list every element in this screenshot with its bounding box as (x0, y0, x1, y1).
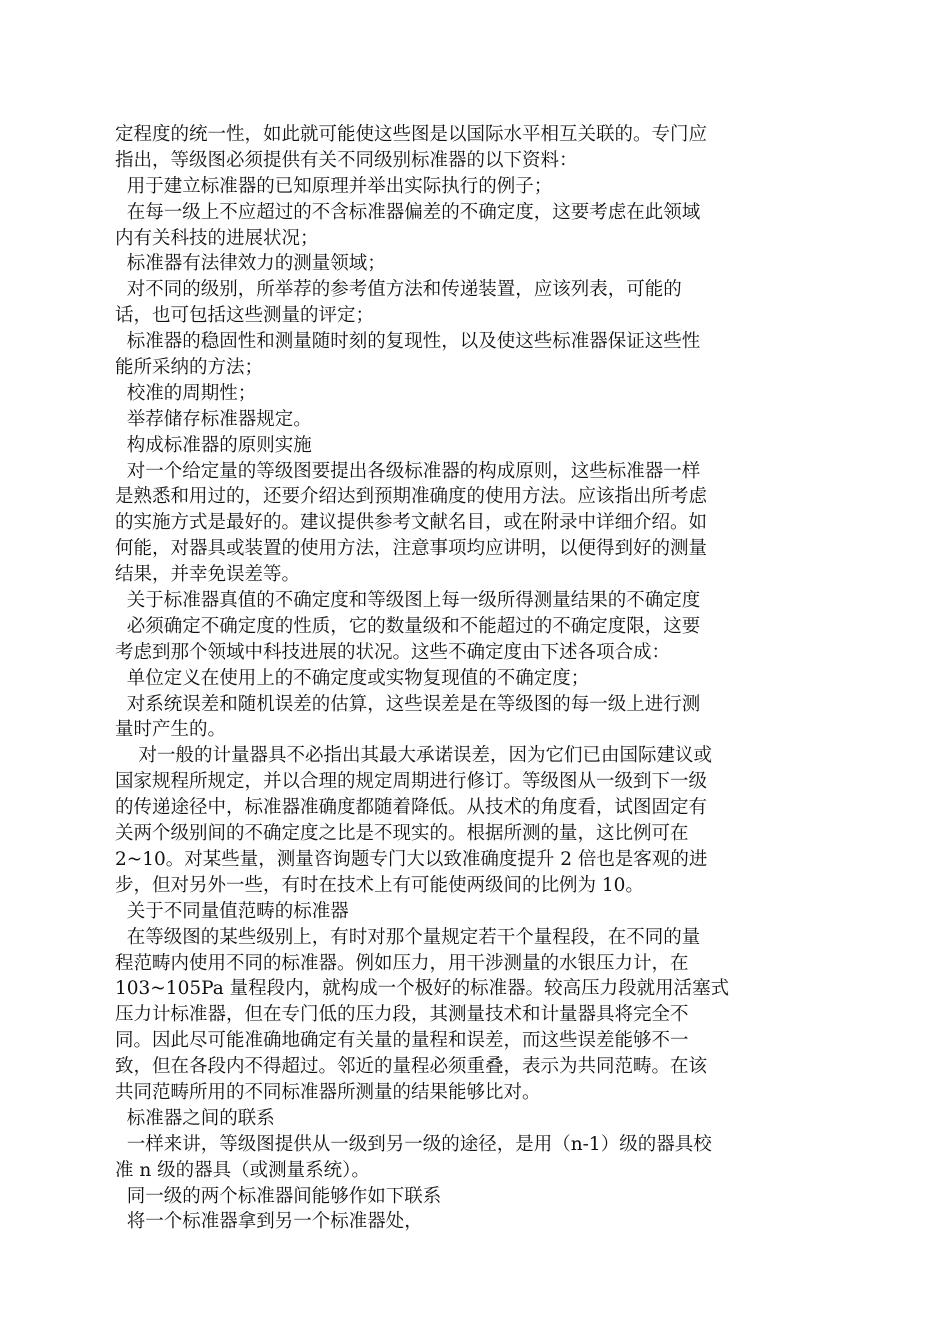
text-line: 在等级图的某些级别上，有时对那个量规定若干个量程段，在不同的量 (115, 926, 701, 948)
text-line: 一样来讲，等级图提供从一级到另一级的途径，是用（n-1）级的器具校 (115, 1133, 712, 1155)
text-line: 准 n 级的器具（或测量系统）。 (115, 1159, 370, 1181)
text-line: 能所采纳的方法； (115, 357, 264, 379)
text-line: 的传递途径中，标准器准确度都随着降低。从技术的角度看，试图固定有 (115, 797, 708, 819)
text-line: 共同范畴所用的不同标准器所测量的结果能够比对。 (115, 1081, 541, 1103)
text-line: 何能，对器具或装置的使用方法，注意事项均应讲明，以便得到好的测量 (115, 538, 708, 560)
document-page (115, 122, 835, 1235)
text-line: 考虑到那个领域中科技进展的状况。这些不确定度由下述各项合成： (115, 641, 671, 663)
text-line: 话，也可包括这些测量的评定； (115, 305, 375, 327)
text-line: 程范畴内使用不同的标准器。例如压力，用干涉测量的水银压力计，在 (115, 952, 689, 974)
text-line: 定程度的统一性，如此就可能使这些图是以国际水平相互关联的。专门应 (115, 124, 708, 145)
text-line: 压力计标准器，但在专门低的压力段，其测量技术和计量器具将完全不 (115, 1004, 689, 1026)
text-line: 的实施方式是最好的。建议提供参考文献名目，或在附录中详细介绍。如 (115, 512, 708, 534)
text-line: 对一般的计量器具不必指出其最大承诺误差，因为它们已由国际建议或 (115, 745, 713, 767)
text-line: 校准的周期性； (115, 382, 257, 404)
text-line: 同。因此尽可能准确地确定有关量的量程和误差，而这些误差能够不一 (115, 1030, 689, 1052)
text-line: 103~105Pa 量程段内，就构成一个极好的标准器。较高压力段就用活塞式 (115, 978, 730, 1000)
text-line: 对一个给定量的等级图要提出各级标准器的构成原则，这些标准器一样 (115, 460, 701, 482)
text-line: 单位定义在使用上的不确定度或实物复现值的不确定度； (115, 667, 590, 689)
text-line: 结果，并幸免误差等。 (115, 564, 301, 586)
text-line: 将一个标准器拿到另一个标准器处， (115, 1211, 423, 1233)
section-heading: 标准器之间的联系 (115, 1107, 275, 1129)
text-line: 量时产生的。 (115, 719, 227, 741)
text-line: 对系统误差和随机误差的估算，这些误差是在等级图的每一级上进行测 (115, 693, 701, 715)
text-line: 标准器的稳固性和测量随时刻的复现性，以及使这些标准器保证这些性 (115, 331, 701, 353)
text-line: 必须确定不确定度的性质，它的数量级和不能超过的不确定度限，这要 (115, 615, 701, 637)
section-heading: 关于不同量值范畴的标准器 (115, 900, 349, 922)
text-line: 指出，等级图必须提供有关不同级别标准器的以下资料： (115, 149, 578, 171)
text-line: 内有关科技的进展状况； (115, 227, 319, 249)
text-line: 用于建立标准器的已知原理并举出实际执行的例子； (115, 175, 553, 197)
text-line: 步，但对另外一些，有时在技术上有可能使两级间的比例为 10。 (115, 874, 644, 896)
text-line: 在每一级上不应超过的不含标准器偏差的不确定度，这要考虑在此领域 (115, 201, 701, 223)
text-line: 国家规程所规定，并以合理的规定周期进行修订。等级图从一级到下一级 (115, 771, 708, 793)
text-line: 是熟悉和用过的，还要介绍达到预期准确度的使用方法。应该指出所考虑 (115, 486, 708, 508)
text-line: 标准器有法律效力的测量领域； (115, 253, 386, 275)
text-line: 对不同的级别，所举荐的参考值方法和传递装置，应该列表，可能的 (115, 279, 682, 301)
section-heading: 关于标准器真值的不确定度和等级图上每一级所得测量结果的不确定度 (115, 590, 701, 612)
text-line: 同一级的两个标准器间能够作如下联系 (115, 1185, 442, 1207)
text-line: 举荐储存标准器规定。 (115, 408, 312, 430)
section-heading: 构成标准器的原则实施 (115, 434, 312, 456)
text-line: 致，但在各段内不得超过。邻近的量程必须重叠，表示为共同范畴。在该 (115, 1056, 708, 1078)
text-line: 2~10。对某些量，测量咨询题专门大以致准确度提升 2 倍也是客观的进 (115, 848, 708, 870)
text-line: 关两个级别间的不确定度之比是不现实的。根据所测的量，这比例可在 (115, 823, 689, 845)
